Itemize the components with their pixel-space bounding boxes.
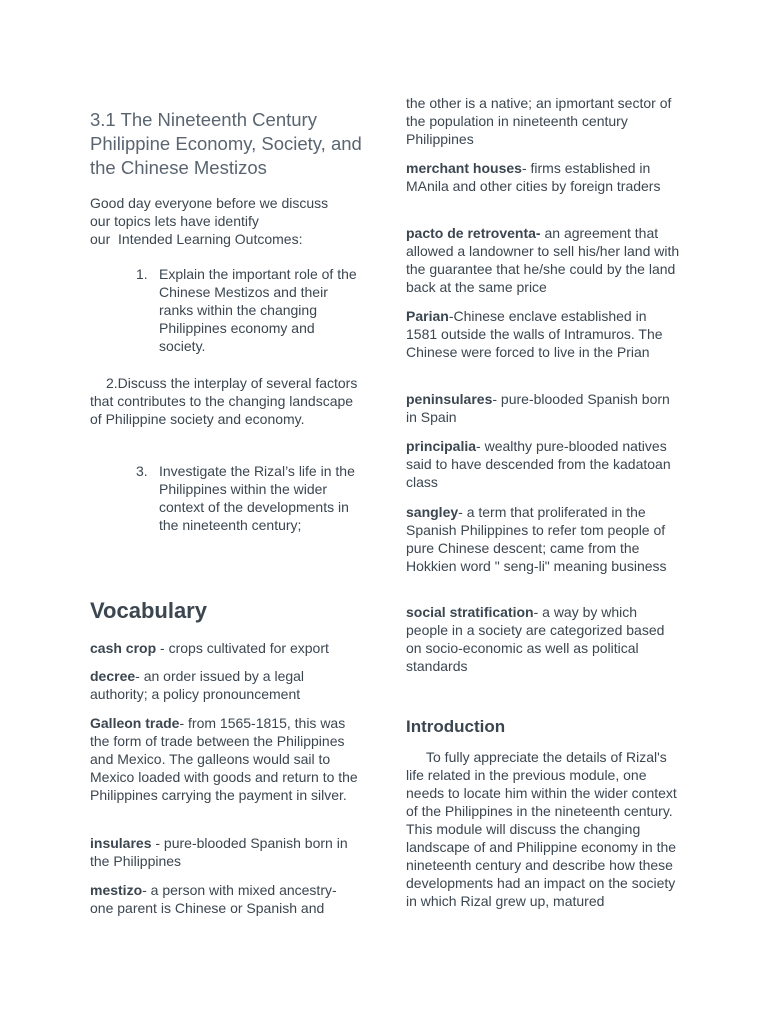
- vocab-definition: -Chinese enclave established in 1581 outside the walls of Intramuros. The Chinese were forced to live in the Prian: [406, 308, 663, 360]
- outcome-number: 3.: [136, 463, 148, 479]
- outcome-number: 1.: [136, 266, 148, 282]
- vocab-term: cash crop: [90, 640, 157, 656]
- vocab-definition: - wealthy pure-blooded natives said to have descended from the kadatoan class: [406, 438, 671, 490]
- learning-outcome-2: 2.Discuss the interplay of several factors that contributes to the changing landscape of Philippine society and economy.: [90, 375, 358, 427]
- introduction-heading: Introduction: [406, 717, 506, 736]
- vocab-entry-decree: [90, 667, 362, 703]
- vocab-term: decree: [90, 668, 136, 684]
- vocab-definition: - an order issued by a legal authority; a policy pronouncement: [90, 668, 305, 702]
- vocab-entry-merchant-houses: [406, 159, 681, 195]
- learning-outcome-3: [90, 462, 362, 534]
- vocab-definition: - pure-blooded Spanish born in Spain: [406, 391, 670, 425]
- vocab-definition: an agreement that allowed a landowner to sell his/her land with the guarantee that he/she could by the land back at the same price: [406, 225, 680, 295]
- introduction-paragraph: To fully appreciate the details of Rizal's life related in the previous module, one needs to locate him within the wider context of the Philippines in the nineteenth century. This module will discuss the changing landscape of and Philippine economy in the nineteenth century and describe how these developments had an impact on the society in which Rizal grew up, matured: [406, 749, 677, 909]
- vocab-entry-pacto-de-retroventa: [406, 224, 681, 296]
- vocab-definition: - firms established in MAnila and other cities by foreign traders: [406, 160, 661, 194]
- learning-outcome-item: [90, 462, 362, 534]
- vocab-definition: - a person with mixed ancestry- one parent is Chinese or Spanish and: [90, 882, 337, 916]
- vocab-entry-galleon-trade: [90, 714, 362, 804]
- vocab-term: pacto de retroventa-: [406, 225, 541, 241]
- section-title: 3.1 The Nineteenth Century Philippine Economy, Society, and the Chinese Mestizos: [90, 109, 362, 178]
- vocab-entry-principalia: [406, 437, 681, 491]
- vocab-entry-parian: [406, 307, 681, 361]
- learning-outcome-1: [90, 265, 362, 355]
- vocab-term: principalia: [406, 438, 477, 454]
- outcome-text: Investigate the Rizal’s life in the Philippines within the wider context of the developments in the nineteenth century;: [159, 463, 355, 533]
- vocab-entry-insulares: [90, 834, 362, 870]
- vocab-definition: - a way by which people in a society are categorized based on socio-economic as well as political standards: [406, 604, 665, 674]
- vocab-term: social stratification: [406, 604, 534, 620]
- vocab-entry-peninsulares: [406, 390, 681, 426]
- intro-line: our Intended Learning Outcomes:: [90, 231, 303, 247]
- intro-line: our topics lets have identify: [90, 213, 259, 229]
- vocab-term: merchant houses: [406, 160, 522, 176]
- vocab-definition: - pure-blooded Spanish born in the Philippines: [90, 835, 348, 869]
- vocab-entry-cash-crop: [90, 639, 362, 657]
- vocab-definition: - crops cultivated for export: [156, 640, 329, 656]
- vocab-term: mestizo: [90, 882, 143, 898]
- outcome-text: Explain the important role of the Chinese Mestizos and their ranks within the changing Philippines economy and society.: [159, 266, 357, 354]
- vocab-term: insulares: [90, 835, 152, 851]
- learning-outcome-item: [90, 265, 362, 355]
- vocab-entry-sangley: [406, 503, 681, 575]
- intro-greeting: [90, 194, 362, 248]
- vocab-term: Parian: [406, 308, 449, 324]
- vocab-term: peninsulares: [406, 391, 493, 407]
- vocabulary-heading: Vocabulary: [90, 598, 207, 623]
- vocab-definition: - a term that proliferated in the Spanish Philippines to refer tom people of pure Chinese descent; came from the Hokkien word " seng-li" meaning business: [406, 504, 667, 574]
- mestizo-continuation: the other is a native; an ipmortant sector of the population in nineteenth century Philippines: [406, 95, 672, 147]
- vocab-definition: - from 1565-1815, this was the form of trade between the Philippines and Mexico. The galleons would sail to Mexico loaded with goods and return to the Philippines carrying the payment in silver.: [90, 715, 358, 803]
- vocab-term: sangley: [406, 504, 459, 520]
- vocab-entry-mestizo: [90, 881, 362, 917]
- intro-line: Good day everyone before we discuss: [90, 195, 329, 211]
- vocab-entry-social-stratification: [406, 603, 681, 675]
- vocab-term: Galleon trade: [90, 715, 180, 731]
